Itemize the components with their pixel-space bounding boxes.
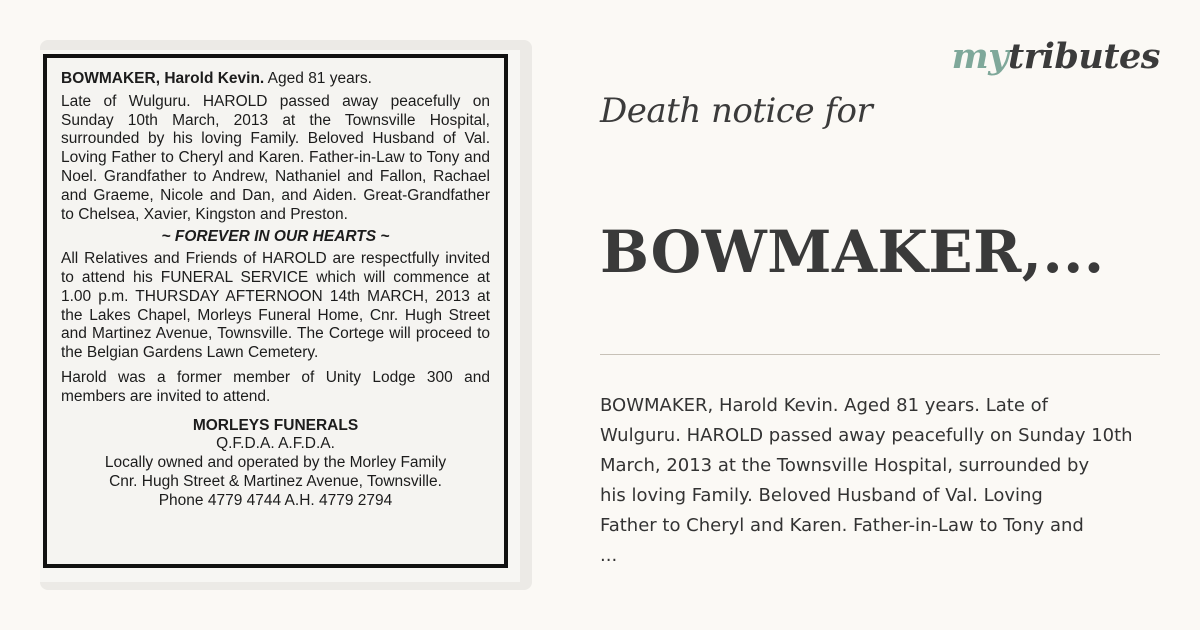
notice-body-lodge: Harold was a former member of Unity Lodge 300 and members are invited to attend. (61, 368, 490, 405)
notice-age: Aged 81 years. (264, 70, 372, 87)
logo-my: my (951, 36, 1009, 77)
funeral-home-qualifications: Q.F.D.A. A.F.D.A. (216, 435, 335, 453)
notice-card (40, 40, 532, 590)
funeral-home-name: MORLEYS FUNERALS (192, 416, 359, 434)
notice-body-family: Late of Wulguru. HAROLD passed away peacefully on Sunday 10th March, 2013 at the Townsville Hospital, surrounded by his loving Family. Beloved Husband of Val. Loving Father to Cheryl and Karen. Father-in-Law to Tony and Noel. Grandfather to Andrew, Nathaniel and Fallon, Rachael and Graeme, Nicole and Dan, and Aiden. Great-Grandfather to Chelsea, Xavier, Kingston and Preston. (61, 92, 490, 223)
notice-heading (61, 70, 490, 89)
divider (600, 354, 1160, 355)
notice-body-funeral: All Relatives and Friends of HAROLD are respectfully invited to attend his FUNERAL SERVICE which will commence at 1.00 p.m. THURSDAY AFTERNOON 14th MARCH, 2013 at the Lakes Chapel, Morleys Funeral Home, Cnr. Hugh Street and Martinez Avenue, Townsville. The Cortege will proceed to the Belgian Gardens Lawn Cemetery. (61, 250, 490, 362)
deceased-name-title: BOWMAKER,... (600, 218, 1105, 286)
notice-forever-line: ~ FOREVER IN OUR HEARTS ~ (161, 228, 390, 246)
logo-tributes: tributes (1008, 36, 1160, 77)
notice-deceased-name: BOWMAKER, Harold Kevin. (61, 70, 265, 87)
notice-excerpt: BOWMAKER, Harold Kevin. Aged 81 years. Late of Wulguru. HAROLD passed away peacefully on Sunday 10th March, 2013 at the Townsville Hospital, surrounded by his loving Family. Beloved Husband of Val. Loving Father to Cheryl and Karen. Father-in-Law to Tony and ... (600, 395, 1133, 566)
notice-paper (40, 50, 520, 582)
funeral-home-owner-line: Locally owned and operated by the Morley Family (104, 454, 447, 472)
page-subtitle: Death notice for (600, 91, 873, 131)
funeral-home-address: Cnr. Hugh Street & Martinez Avenue, Townsville. (109, 472, 442, 490)
mytributes-logo[interactable] (952, 36, 1160, 77)
funeral-home-phone: Phone 4779 4744 A.H. 4779 2794 (158, 491, 393, 509)
death-notice-clipping (43, 54, 508, 568)
